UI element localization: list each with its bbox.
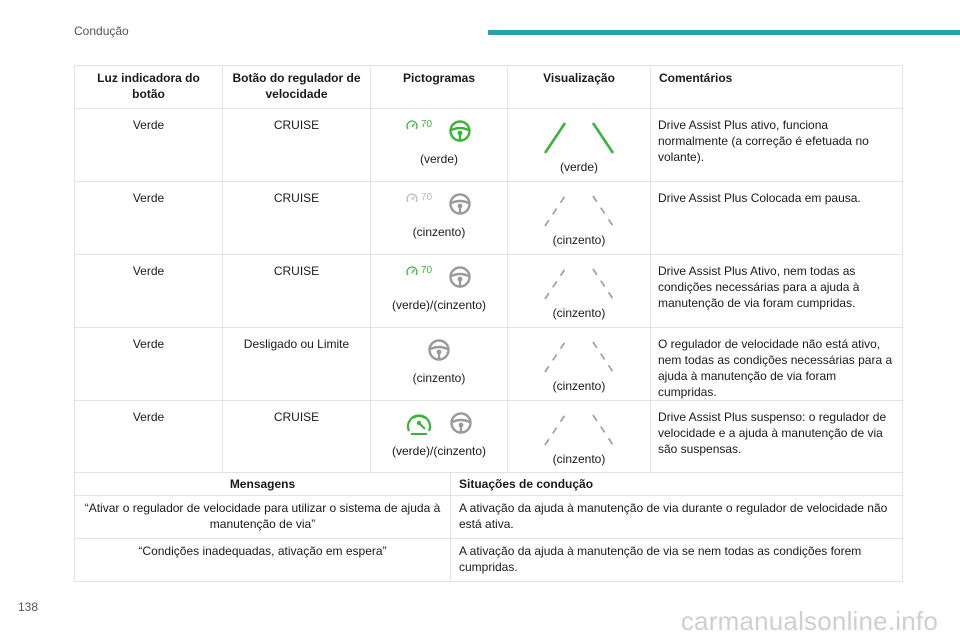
- light-cell: Verde: [75, 109, 223, 182]
- steering-wheel-icon: [427, 338, 451, 362]
- speed-value: 70: [420, 192, 433, 203]
- light-cell: Verde: [75, 328, 223, 401]
- lane-lines-dashed-icon: [541, 409, 617, 449]
- button-cell: CRUISE: [223, 109, 371, 182]
- comment-cell: Drive Assist Plus Ativo, nem todas as condições necessárias para a ajuda à manutenção de via foram cumpridas.: [651, 255, 903, 328]
- pictogram-caption: (verde)/(cinzento): [391, 298, 487, 312]
- light-cell: Verde: [75, 401, 223, 474]
- watermark: carmanualsonline.info: [680, 606, 938, 636]
- speed-indicator: [406, 263, 432, 279]
- header-situations: Situações de condução: [451, 473, 903, 496]
- display-cell: [508, 401, 651, 474]
- header-display: Visualização: [508, 66, 651, 109]
- header-messages: Mensagens: [75, 473, 451, 496]
- table-row: [75, 401, 903, 474]
- pictogram-caption: (verde)/(cinzento): [391, 444, 487, 458]
- table-row: [75, 539, 903, 582]
- pictogram-cell: [371, 182, 508, 255]
- table-header-row: [75, 473, 903, 496]
- section-title: Condução: [74, 24, 129, 38]
- display-cell: [508, 109, 651, 182]
- header-pictograms: Pictogramas: [371, 66, 508, 109]
- messages-table: [74, 472, 903, 582]
- situation-cell: A ativação da ajuda à manutenção de via durante o regulador de velocidade não está ativa.: [451, 496, 903, 539]
- comment-cell: Drive Assist Plus Colocada em pausa.: [651, 182, 903, 255]
- button-cell: CRUISE: [223, 401, 371, 474]
- speedometer-icon: [406, 119, 418, 131]
- header-button: Botão do regulador de velocidade: [223, 66, 371, 109]
- display-cell: [508, 255, 651, 328]
- speed-value: 70: [420, 119, 433, 130]
- display-caption: (verde): [559, 160, 598, 174]
- steering-wheel-speedometer-icon: [405, 410, 433, 436]
- table-row: [75, 182, 903, 255]
- lane-lines-dashed-icon: [541, 190, 617, 230]
- lane-lines-dashed-icon: [541, 336, 617, 376]
- steering-wheel-icon: [448, 119, 472, 143]
- steering-wheel-icon: [448, 192, 472, 216]
- lane-lines-icon: [541, 117, 617, 157]
- pictogram-caption: (cinzento): [412, 371, 466, 385]
- table-row: [75, 109, 903, 182]
- button-cell: CRUISE: [223, 182, 371, 255]
- speed-indicator: [406, 117, 432, 133]
- display-caption: (cinzento): [552, 233, 606, 247]
- display-caption: (cinzento): [552, 306, 606, 320]
- display-caption: (cinzento): [552, 379, 606, 393]
- pictogram-caption: (cinzento): [412, 225, 466, 239]
- pictogram-cell: [371, 255, 508, 328]
- table-row: [75, 496, 903, 539]
- comment-cell: O regulador de velocidade não está ativo, nem todas as condições necessárias para a ajuda à manutenção de via foram cumpridas.: [651, 328, 903, 401]
- speed-indicator: [406, 190, 432, 206]
- light-cell: Verde: [75, 182, 223, 255]
- steering-wheel-icon: [448, 265, 472, 289]
- button-cell: Desligado ou Limite: [223, 328, 371, 401]
- comment-cell: Drive Assist Plus ativo, funciona normalmente (a correção é efetuada no volante).: [651, 109, 903, 182]
- comment-cell: Drive Assist Plus suspenso: o regulador de velocidade e a ajuda à manutenção de via são suspensas.: [651, 401, 903, 474]
- drive-assist-status-table: [74, 65, 903, 474]
- message-cell: “Condições inadequadas, ativação em espera”: [75, 539, 451, 582]
- speedometer-icon: [406, 265, 418, 277]
- pictogram-caption: (verde): [419, 152, 458, 166]
- situation-cell: A ativação da ajuda à manutenção de via se nem todas as condições forem cumpridas.: [451, 539, 903, 582]
- header-comments: Comentários: [651, 66, 903, 109]
- pictogram-cell: [371, 109, 508, 182]
- header-accent-bar: [488, 30, 960, 35]
- header-light: Luz indicadora do botão: [75, 66, 223, 109]
- pictogram-cell: [371, 401, 508, 474]
- button-cell: CRUISE: [223, 255, 371, 328]
- pictogram-cell: [371, 328, 508, 401]
- steering-wheel-icon: [449, 411, 473, 435]
- table-row: [75, 328, 903, 401]
- table-row: [75, 255, 903, 328]
- light-cell: Verde: [75, 255, 223, 328]
- page-number: 138: [18, 600, 39, 614]
- speedometer-icon: [406, 192, 418, 204]
- display-caption: (cinzento): [552, 452, 606, 466]
- message-cell: “Ativar o regulador de velocidade para utilizar o sistema de ajuda à manutenção de via”: [75, 496, 451, 539]
- speed-value: 70: [420, 265, 433, 276]
- display-cell: [508, 182, 651, 255]
- lane-lines-dashed-icon: [541, 263, 617, 303]
- display-cell: [508, 328, 651, 401]
- table-header-row: [75, 66, 903, 109]
